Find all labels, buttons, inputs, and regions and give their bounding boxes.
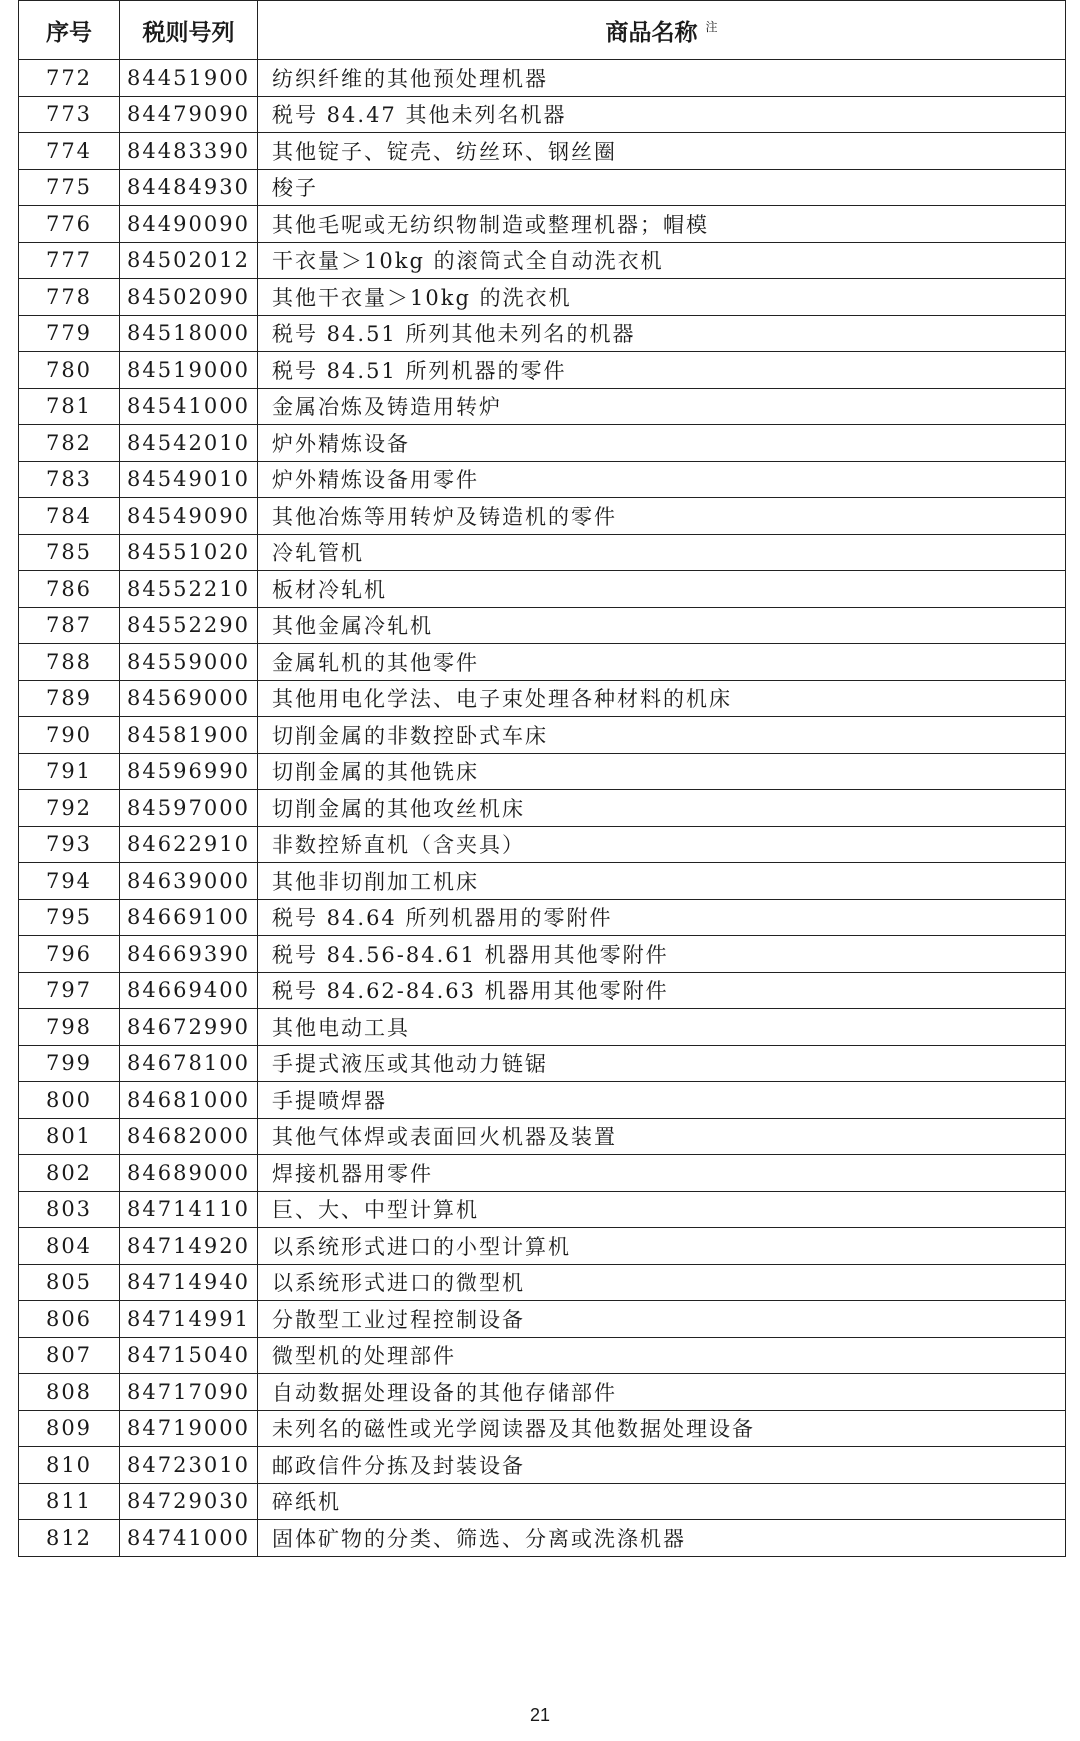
row-name: 碎纸机 xyxy=(258,1483,1066,1520)
row-seq: 801 xyxy=(19,1118,120,1155)
table-row xyxy=(19,60,1066,97)
row-name: 税号 84.64 所列机器用的零附件 xyxy=(258,899,1066,936)
row-name: 税号 84.47 其他未列名机器 xyxy=(258,96,1066,133)
table-row xyxy=(19,936,1066,973)
row-seq: 791 xyxy=(19,753,120,790)
row-code: 84723010 xyxy=(120,1447,258,1484)
row-name: 金属轧机的其他零件 xyxy=(258,644,1066,681)
row-name: 分散型工业过程控制设备 xyxy=(258,1301,1066,1338)
row-code: 84597000 xyxy=(120,790,258,827)
header-seq: 序号 xyxy=(19,1,120,60)
row-seq: 792 xyxy=(19,790,120,827)
row-code: 84519000 xyxy=(120,352,258,389)
row-seq: 784 xyxy=(19,498,120,535)
table-row xyxy=(19,206,1066,243)
row-seq: 796 xyxy=(19,936,120,973)
row-seq: 778 xyxy=(19,279,120,316)
row-code: 84719000 xyxy=(120,1410,258,1447)
row-name: 其他干衣量＞10kg 的洗衣机 xyxy=(258,279,1066,316)
row-code: 84741000 xyxy=(120,1520,258,1557)
row-name: 干衣量＞10kg 的滚筒式全自动洗衣机 xyxy=(258,242,1066,279)
row-seq: 797 xyxy=(19,972,120,1009)
table-row xyxy=(19,169,1066,206)
row-code: 84717090 xyxy=(120,1374,258,1411)
row-seq: 794 xyxy=(19,863,120,900)
row-seq: 804 xyxy=(19,1228,120,1265)
row-name: 手提喷焊器 xyxy=(258,1082,1066,1119)
table-row xyxy=(19,717,1066,754)
row-seq: 812 xyxy=(19,1520,120,1557)
row-code: 84729030 xyxy=(120,1483,258,1520)
row-name: 税号 84.62-84.63 机器用其他零附件 xyxy=(258,972,1066,1009)
table-row xyxy=(19,1118,1066,1155)
row-seq: 798 xyxy=(19,1009,120,1046)
table-row xyxy=(19,1082,1066,1119)
row-code: 84490090 xyxy=(120,206,258,243)
row-name: 焊接机器用零件 xyxy=(258,1155,1066,1192)
table-row xyxy=(19,753,1066,790)
row-code: 84502090 xyxy=(120,279,258,316)
header-name xyxy=(258,1,1066,60)
row-name: 其他毛呢或无纺织物制造或整理机器；帽模 xyxy=(258,206,1066,243)
row-name: 其他气体焊或表面回火机器及装置 xyxy=(258,1118,1066,1155)
row-seq: 803 xyxy=(19,1191,120,1228)
row-code: 84672990 xyxy=(120,1009,258,1046)
table-row xyxy=(19,1410,1066,1447)
table-row xyxy=(19,1520,1066,1557)
table-row xyxy=(19,1009,1066,1046)
table-row xyxy=(19,1337,1066,1374)
row-seq: 786 xyxy=(19,571,120,608)
row-name: 其他非切削加工机床 xyxy=(258,863,1066,900)
row-code: 84502012 xyxy=(120,242,258,279)
row-seq: 783 xyxy=(19,461,120,498)
table-body xyxy=(19,60,1066,1557)
row-name: 其他金属冷轧机 xyxy=(258,607,1066,644)
row-code: 84483390 xyxy=(120,133,258,170)
row-code: 84714991 xyxy=(120,1301,258,1338)
table-row xyxy=(19,644,1066,681)
row-seq: 773 xyxy=(19,96,120,133)
row-code: 84479090 xyxy=(120,96,258,133)
table-row xyxy=(19,1301,1066,1338)
row-seq: 800 xyxy=(19,1082,120,1119)
row-seq: 795 xyxy=(19,899,120,936)
row-seq: 806 xyxy=(19,1301,120,1338)
table-row xyxy=(19,1447,1066,1484)
row-name: 其他用电化学法、电子束处理各种材料的机床 xyxy=(258,680,1066,717)
row-name: 非数控矫直机（含夹具） xyxy=(258,826,1066,863)
row-seq: 782 xyxy=(19,425,120,462)
row-code: 84569000 xyxy=(120,680,258,717)
row-code: 84552210 xyxy=(120,571,258,608)
table-row xyxy=(19,1228,1066,1265)
row-code: 84596990 xyxy=(120,753,258,790)
table-row xyxy=(19,279,1066,316)
table-row xyxy=(19,1374,1066,1411)
row-code: 84682000 xyxy=(120,1118,258,1155)
row-seq: 787 xyxy=(19,607,120,644)
row-seq: 776 xyxy=(19,206,120,243)
row-seq: 774 xyxy=(19,133,120,170)
table-row xyxy=(19,607,1066,644)
row-seq: 810 xyxy=(19,1447,120,1484)
row-code: 84559000 xyxy=(120,644,258,681)
row-seq: 790 xyxy=(19,717,120,754)
row-code: 84542010 xyxy=(120,425,258,462)
row-seq: 788 xyxy=(19,644,120,681)
table-row xyxy=(19,133,1066,170)
row-name: 邮政信件分拣及封装设备 xyxy=(258,1447,1066,1484)
table-row xyxy=(19,826,1066,863)
table-row xyxy=(19,790,1066,827)
row-name: 微型机的处理部件 xyxy=(258,1337,1066,1374)
table-row xyxy=(19,534,1066,571)
row-code: 84451900 xyxy=(120,60,258,97)
row-code: 84549090 xyxy=(120,498,258,535)
table-row xyxy=(19,1191,1066,1228)
row-code: 84622910 xyxy=(120,826,258,863)
row-seq: 775 xyxy=(19,169,120,206)
row-name: 其他冶炼等用转炉及铸造机的零件 xyxy=(258,498,1066,535)
table-row xyxy=(19,863,1066,900)
row-code: 84669390 xyxy=(120,936,258,973)
row-name: 炉外精炼设备用零件 xyxy=(258,461,1066,498)
row-name: 自动数据处理设备的其他存储部件 xyxy=(258,1374,1066,1411)
table-header-row xyxy=(19,1,1066,60)
row-name: 巨、大、中型计算机 xyxy=(258,1191,1066,1228)
row-code: 84715040 xyxy=(120,1337,258,1374)
row-name: 冷轧管机 xyxy=(258,534,1066,571)
table-row xyxy=(19,680,1066,717)
table-row xyxy=(19,1264,1066,1301)
row-name: 税号 84.51 所列其他未列名的机器 xyxy=(258,315,1066,352)
row-code: 84518000 xyxy=(120,315,258,352)
row-seq: 809 xyxy=(19,1410,120,1447)
row-seq: 805 xyxy=(19,1264,120,1301)
table-row xyxy=(19,1045,1066,1082)
row-code: 84551020 xyxy=(120,534,258,571)
row-seq: 807 xyxy=(19,1337,120,1374)
row-seq: 781 xyxy=(19,388,120,425)
row-name: 以系统形式进口的小型计算机 xyxy=(258,1228,1066,1265)
row-name: 切削金属的非数控卧式车床 xyxy=(258,717,1066,754)
page-number: 21 xyxy=(529,1705,551,1725)
row-code: 84549010 xyxy=(120,461,258,498)
row-name: 梭子 xyxy=(258,169,1066,206)
table-row xyxy=(19,425,1066,462)
row-seq: 772 xyxy=(19,60,120,97)
row-code: 84714920 xyxy=(120,1228,258,1265)
table-row xyxy=(19,96,1066,133)
row-name: 纺织纤维的其他预处理机器 xyxy=(258,60,1066,97)
table-row xyxy=(19,498,1066,535)
table-row xyxy=(19,972,1066,1009)
table-row xyxy=(19,1155,1066,1192)
row-code: 84669400 xyxy=(120,972,258,1009)
row-seq: 785 xyxy=(19,534,120,571)
table-row xyxy=(19,242,1066,279)
row-name: 板材冷轧机 xyxy=(258,571,1066,608)
row-name: 税号 84.56-84.61 机器用其他零附件 xyxy=(258,936,1066,973)
table-row xyxy=(19,461,1066,498)
row-code: 84678100 xyxy=(120,1045,258,1082)
header-note-mark: 注 xyxy=(705,19,718,34)
row-seq: 793 xyxy=(19,826,120,863)
row-code: 84639000 xyxy=(120,863,258,900)
row-name: 切削金属的其他铣床 xyxy=(258,753,1066,790)
row-name: 金属冶炼及铸造用转炉 xyxy=(258,388,1066,425)
table-row xyxy=(19,571,1066,608)
row-code: 84689000 xyxy=(120,1155,258,1192)
row-name: 固体矿物的分类、筛选、分离或洗涤机器 xyxy=(258,1520,1066,1557)
row-name: 其他电动工具 xyxy=(258,1009,1066,1046)
table-row xyxy=(19,388,1066,425)
table-row xyxy=(19,315,1066,352)
row-name: 炉外精炼设备 xyxy=(258,425,1066,462)
row-name: 税号 84.51 所列机器的零件 xyxy=(258,352,1066,389)
row-code: 84541000 xyxy=(120,388,258,425)
row-name: 手提式液压或其他动力链锯 xyxy=(258,1045,1066,1082)
row-seq: 789 xyxy=(19,680,120,717)
row-code: 84581900 xyxy=(120,717,258,754)
row-seq: 780 xyxy=(19,352,120,389)
row-name: 切削金属的其他攻丝机床 xyxy=(258,790,1066,827)
tariff-table xyxy=(18,0,1066,1557)
header-name-label: 商品名称 xyxy=(605,19,698,46)
table-row xyxy=(19,1483,1066,1520)
table-row xyxy=(19,352,1066,389)
row-seq: 779 xyxy=(19,315,120,352)
row-seq: 802 xyxy=(19,1155,120,1192)
row-code: 84714110 xyxy=(120,1191,258,1228)
row-code: 84484930 xyxy=(120,169,258,206)
header-code: 税则号列 xyxy=(120,1,258,60)
table-row xyxy=(19,899,1066,936)
row-code: 84669100 xyxy=(120,899,258,936)
row-seq: 808 xyxy=(19,1374,120,1411)
row-seq: 811 xyxy=(19,1483,120,1520)
row-code: 84552290 xyxy=(120,607,258,644)
row-name: 以系统形式进口的微型机 xyxy=(258,1264,1066,1301)
row-name: 其他锭子、锭壳、纺丝环、钢丝圈 xyxy=(258,133,1066,170)
row-code: 84714940 xyxy=(120,1264,258,1301)
row-seq: 799 xyxy=(19,1045,120,1082)
row-seq: 777 xyxy=(19,242,120,279)
row-code: 84681000 xyxy=(120,1082,258,1119)
row-name: 未列名的磁性或光学阅读器及其他数据处理设备 xyxy=(258,1410,1066,1447)
